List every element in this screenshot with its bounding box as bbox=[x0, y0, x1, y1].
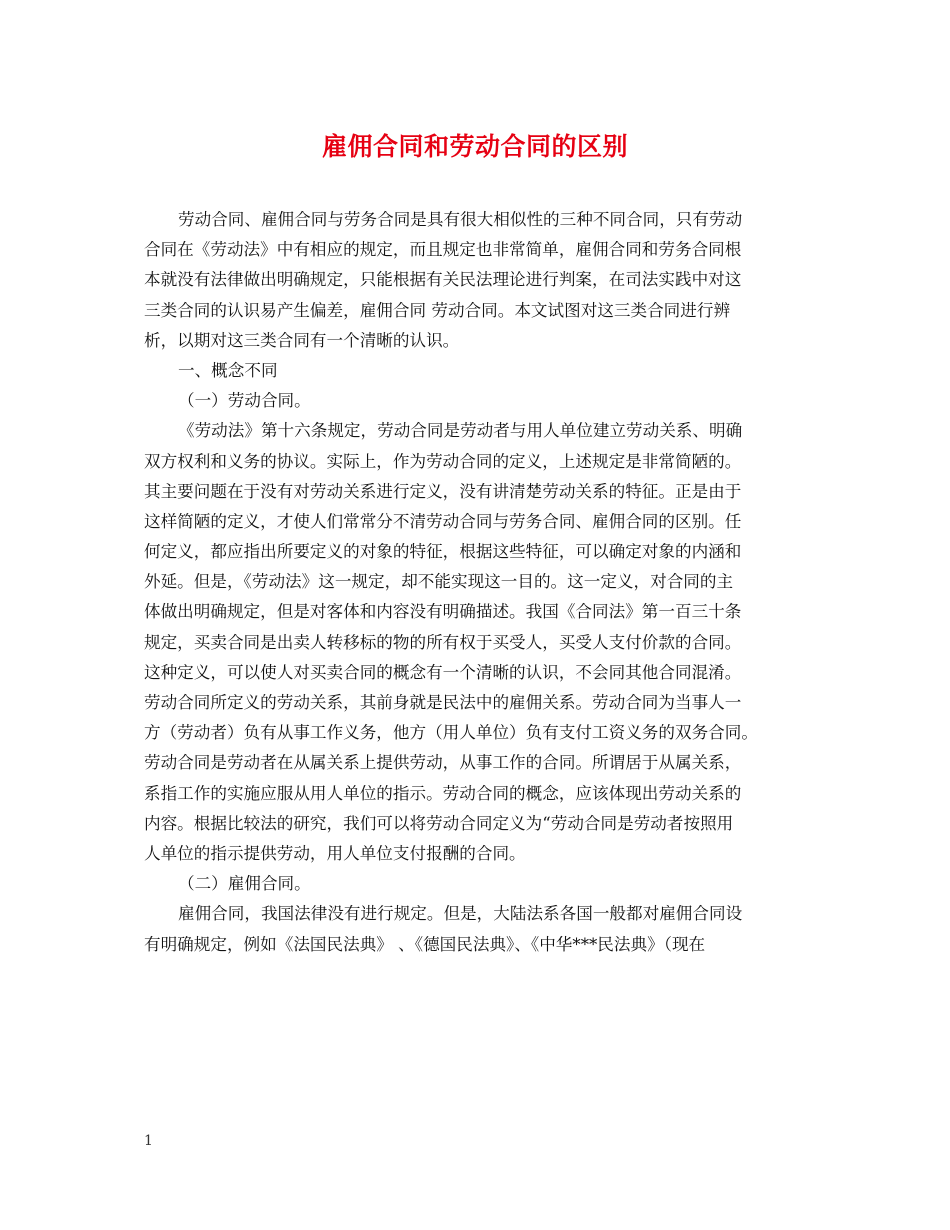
body-line: 劳动合同所定义的劳动关系，其前身就是民法中的雇佣关系。劳动合同为当事人一 bbox=[144, 693, 742, 712]
body-line: 析，以期对这三类合同有一个清晰的认识。 bbox=[144, 330, 460, 350]
body-line: 这样简陋的定义，才使人们常常分不清劳动合同与劳务合同、雇佣合同的区别。任 bbox=[144, 511, 742, 531]
body-line: 人单位的指示提供劳动，用人单位支付报酬的合同。 bbox=[144, 843, 526, 863]
body-line: 双方权利和义务的协议。实际上，作为劳动合同的定义，上述规定是非常简陋的。 bbox=[144, 451, 742, 471]
body-line: 其主要问题在于没有对劳动关系进行定义，没有讲清楚劳动关系的特征。正是由于 bbox=[144, 481, 742, 501]
body-line: 何定义，都应指出所要定义的对象的特征，根据这些特征，可以确定对象的内涵和 bbox=[144, 542, 742, 562]
document-title: 雇佣合同和劳动合同的区别 bbox=[321, 132, 628, 161]
body-line: 有明确规定，例如《法国民法典》 、《德国民法典》、《中华***民法典》（现在 bbox=[144, 934, 706, 954]
subsection-heading: （一）劳动合同。 bbox=[178, 391, 311, 411]
body-line: 方（劳动者）负有从事工作义务，他方（用人单位）负有支付工资义务的双务合同。 bbox=[144, 723, 758, 743]
body-line: 内容。根据比较法的研究，我们可以将劳动合同定义为“劳动合同是劳动者按照用 bbox=[144, 813, 734, 833]
body-line: 劳动合同、雇佣合同与劳务合同是具有很大相似性的三种不同合同，只有劳动 bbox=[178, 210, 743, 229]
body-line: 合同在《劳动法》中有相应的规定，而且规定也非常简单，雇佣合同和劳务合同根 bbox=[144, 240, 742, 260]
body-line: 体做出明确规定，但是对客体和内容没有明确描述。我国《合同法》第一百三十条 bbox=[144, 602, 742, 622]
body-line: 《劳动法》第十六条规定，劳动合同是劳动者与用人单位建立劳动关系、明确 bbox=[178, 421, 743, 441]
body-line: 规定，买卖合同是出卖人转移标的物的所有权于买受人，买受人支付价款的合同。 bbox=[144, 632, 742, 652]
body-line: 这种定义，可以使人对买卖合同的概念有一个清晰的认识，不会同其他合同混淆。 bbox=[144, 662, 742, 682]
body-line: 本就没有法律做出明确规定，只能根据有关民法理论进行判案，在司法实践中对这 bbox=[144, 270, 742, 290]
body-line: 外延。但是，《劳动法》这一规定，却不能实现这一目的。这一定义，对合同的主 bbox=[144, 572, 734, 592]
body-line: 三类合同的认识易产生偏差，雇佣合同 劳动合同。本文试图对这三类合同进行辨 bbox=[144, 300, 731, 320]
document-body bbox=[144, 205, 820, 960]
section-heading: 一、概念不同 bbox=[178, 360, 278, 380]
subsection-heading: （二）雇佣合同。 bbox=[178, 874, 311, 894]
body-line: 雇佣合同，我国法律没有进行规定。但是，大陆法系各国一般都对雇佣合同设 bbox=[178, 904, 743, 924]
page-number: 1 bbox=[144, 1133, 153, 1149]
body-line: 劳动合同是劳动者在从属关系上提供劳动，从事工作的合同。所谓居于从属关系， bbox=[144, 753, 742, 773]
body-line: 系指工作的实施应服从用人单位的指示。劳动合同的概念，应该体现出劳动关系的 bbox=[144, 783, 742, 803]
